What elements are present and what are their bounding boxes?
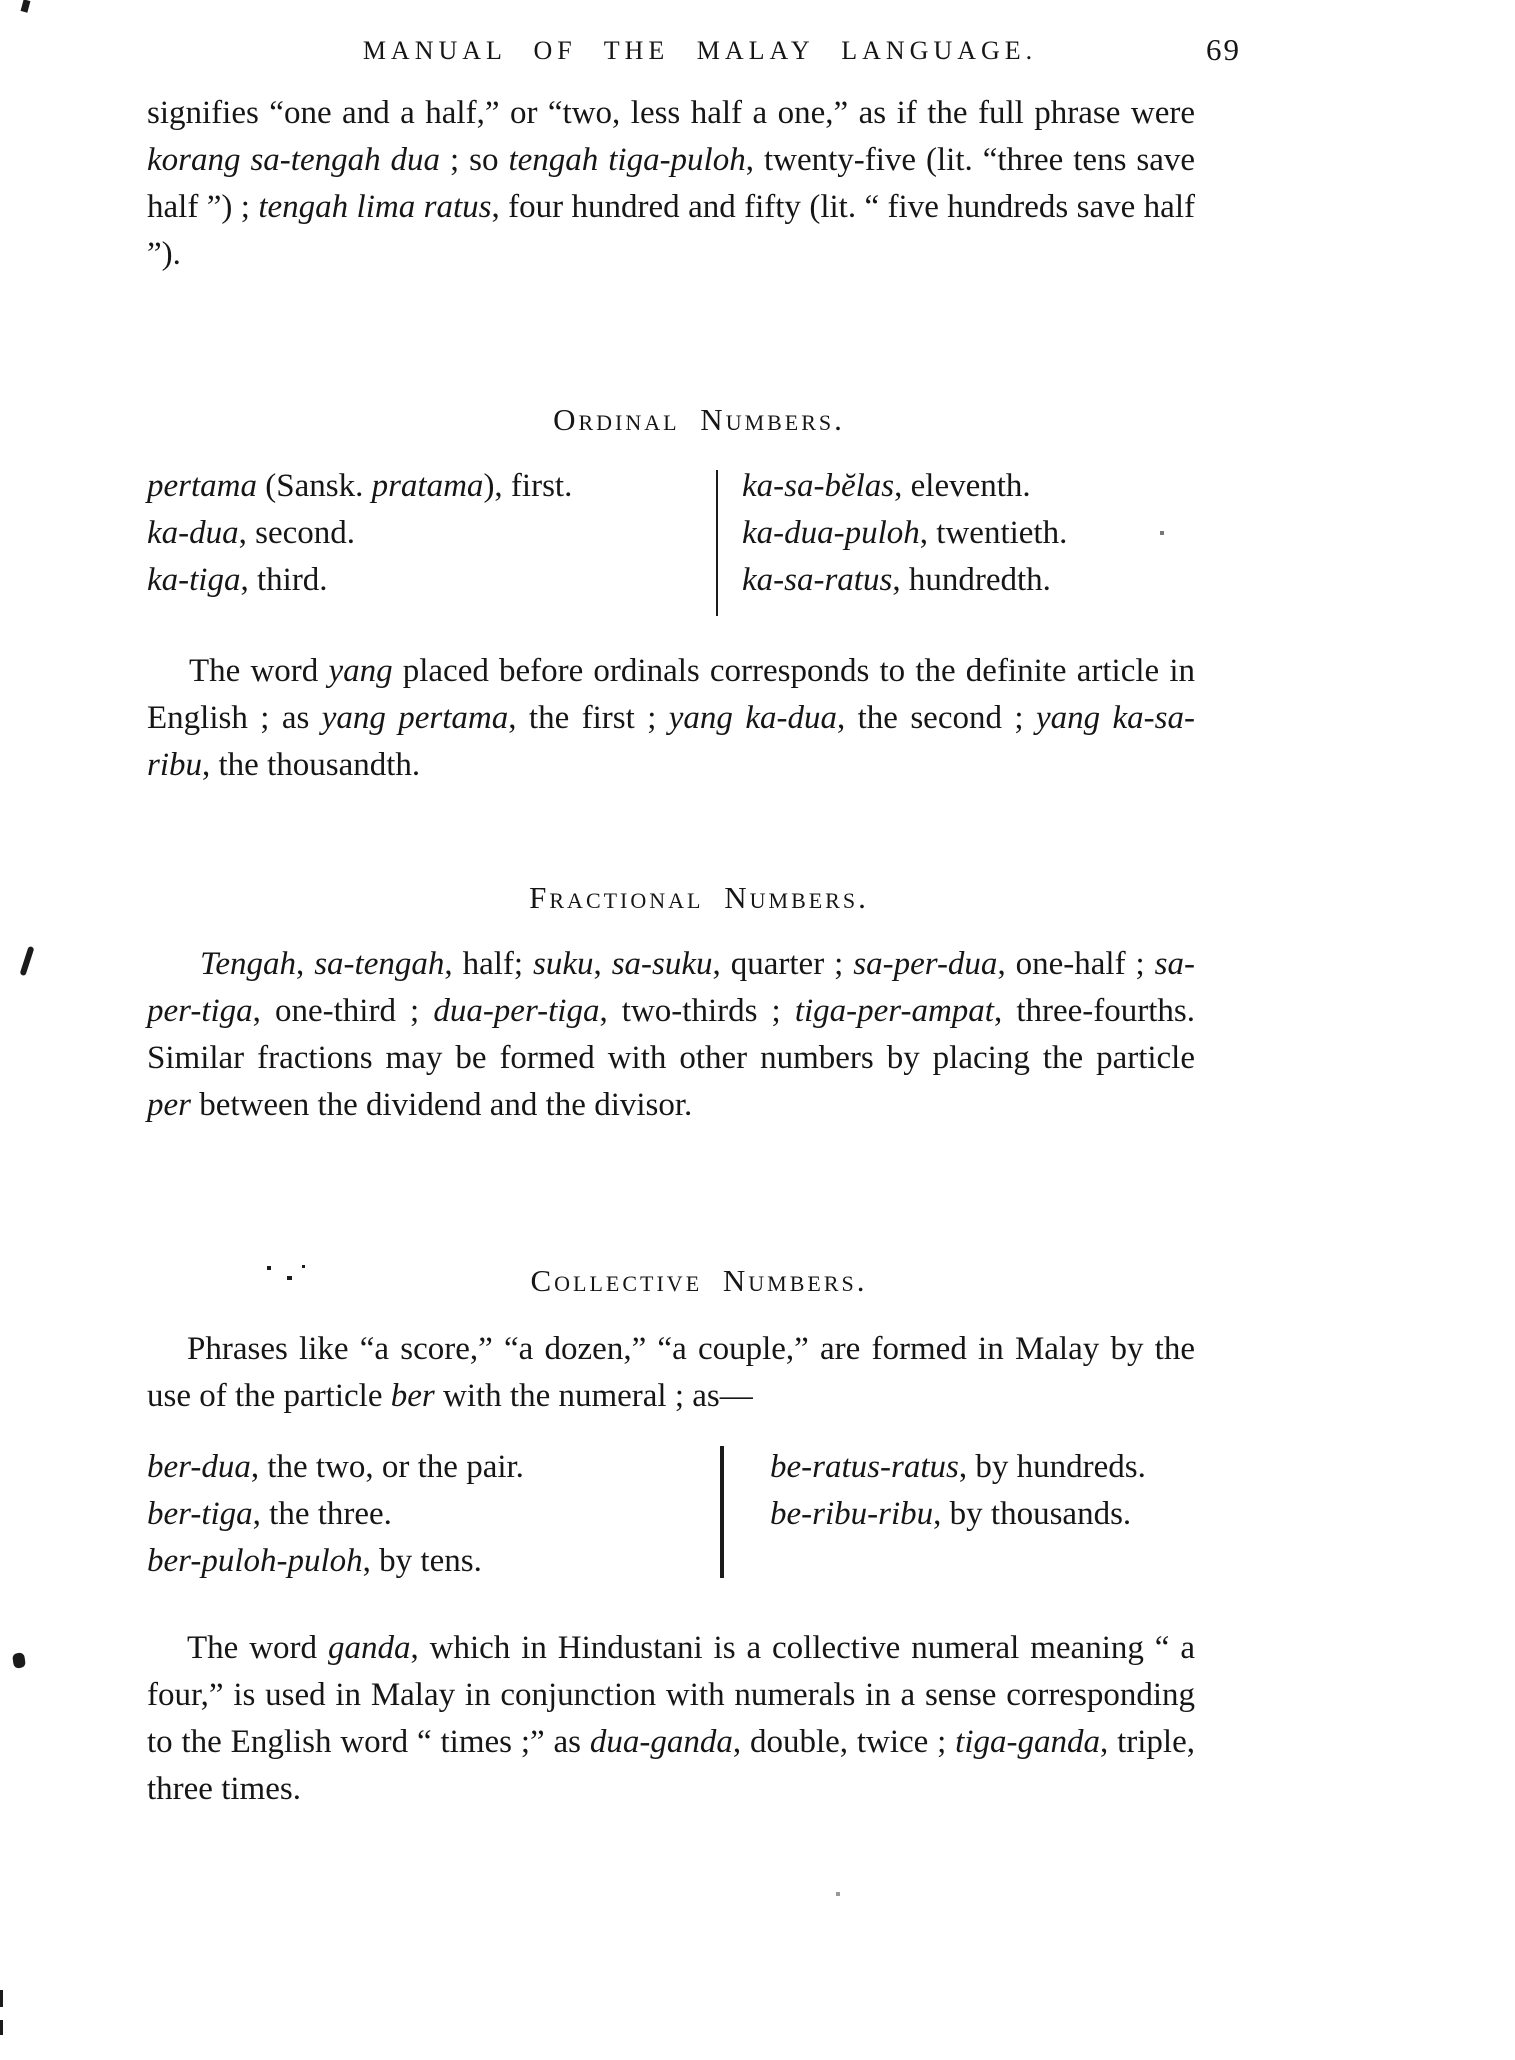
collective-intro-paragraph: Phrases like “a score,” “a dozen,” “a couple,” are formed in Malay by the use of the particle ber with the numeral ; as— (147, 1331, 1195, 1414)
page-number: 69 (1206, 32, 1241, 67)
list-item: ber-tiga, the three. (147, 1496, 392, 1532)
ordinal-list-left-column (147, 463, 572, 604)
column-divider (716, 470, 718, 616)
ink-speck (836, 1892, 840, 1896)
yang-paragraph: The word yang placed before ordinals corresponds to the definite article in English ; as yang pertama, the first ; yang ka-dua, the second ; yang ka-sa-ribu, the thousandth. (147, 653, 1195, 783)
ink-mark (20, 946, 35, 976)
section-heading-collective: Collective Numbers. (530, 1263, 868, 1298)
fractional-paragraph: Tengah, sa-tengah, half; suku, sa-suku, quarter ; sa-per-dua, one-half ; sa-per-tiga, one-third ; dua-per-tiga, two-thirds ; tiga-per-ampat, three-fourths. Similar fractions may be formed with other numbers by placing the particle per between the dividend and the divisor. (147, 946, 1196, 1123)
ink-speck (287, 1276, 292, 1280)
list-item: ber-dua, the two, or the pair. (147, 1449, 524, 1485)
list-item: pertama (Sansk. pratama), first. (147, 468, 573, 504)
list-item: ka-tiga, third. (147, 562, 328, 598)
list-item: ber-puloh-puloh, by tens. (147, 1543, 482, 1579)
list-item: be-ribu-ribu, by thousands. (770, 1496, 1132, 1532)
list-item: ka-sa-ratus, hundredth. (742, 562, 1051, 598)
ink-speck (1160, 531, 1164, 535)
intro-paragraph: signifies “one and a half,” or “two, less half a one,” as if the full phrase were korang sa-tengah dua ; so tengah tiga-puloh, twenty-five (lit. “three tens save half ”) ; tengah lima ratus, four hundred and fifty (lit. “ five hundreds save half ”). (147, 95, 1196, 272)
ordinal-list-right-column (742, 463, 1067, 604)
collective-list-right-column (770, 1444, 1146, 1538)
ink-mark (12, 1652, 26, 1669)
ink-mark (0, 2020, 3, 2035)
list-item: ka-sa-bĕlas, eleventh. (742, 468, 1031, 504)
section-heading-ordinal: Ordinal Numbers. (553, 402, 845, 437)
ganda-paragraph: The word ganda, which in Hindustani is a collective numeral meaning “ a four,” is used in Malay in conjunction with numerals in a sense corresponding to the English word “ times ;” as dua-ganda, double, twice ; tiga-ganda, triple, three times. (147, 1630, 1195, 1807)
ink-mark (21, 0, 31, 13)
ink-speck (302, 1265, 305, 1268)
ink-speck (267, 1266, 271, 1270)
collective-list-left-column (147, 1444, 524, 1585)
column-divider (720, 1446, 724, 1578)
section-heading-fractional: Fractional Numbers. (529, 880, 869, 915)
ink-mark (0, 1990, 3, 2007)
list-item: be-ratus-ratus, by hundreds. (770, 1449, 1146, 1485)
list-item: ka-dua-puloh, twentieth. (742, 515, 1068, 551)
running-title: MANUAL OF THE MALAY LANGUAGE. (362, 36, 1038, 65)
list-item: ka-dua, second. (147, 515, 356, 551)
